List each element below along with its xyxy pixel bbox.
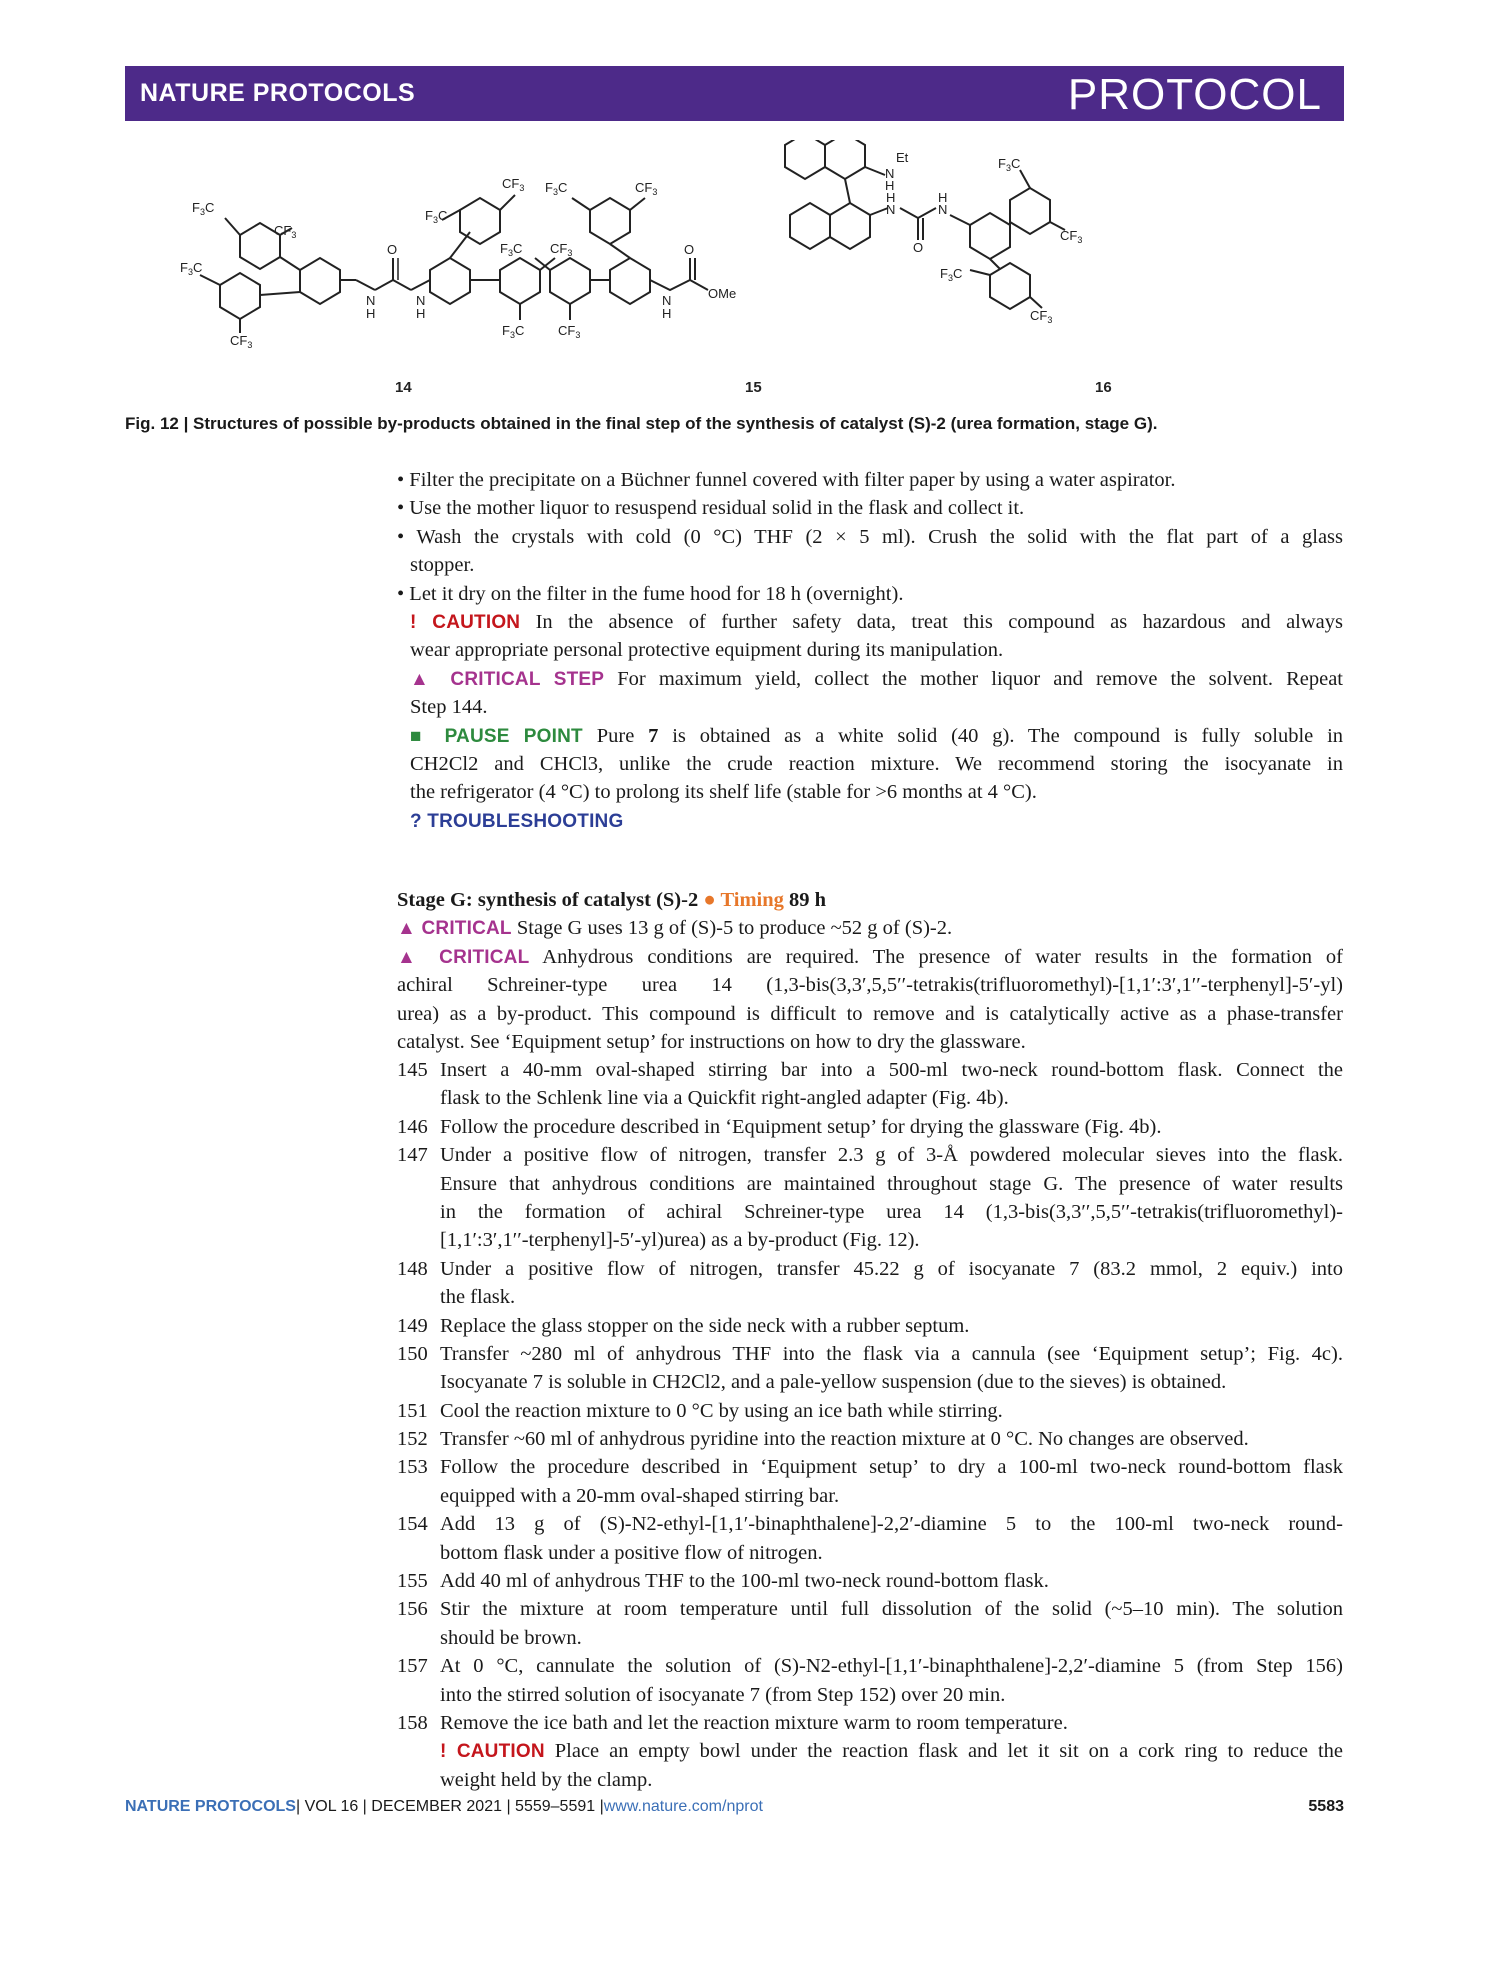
svg-text:H: H xyxy=(885,178,895,193)
step-continuation xyxy=(397,1539,1343,1567)
step-text: equipped with a 20-mm oval-shaped stirring bar. xyxy=(440,1484,840,1507)
svg-text:N: N xyxy=(885,166,895,181)
caution-text-line: wear appropriate personal protective equipment during its manipulation. xyxy=(410,639,1004,662)
stage-g-section xyxy=(397,886,1343,1056)
svg-text:N: N xyxy=(886,202,896,217)
svg-text:F3C: $F_3C$ xyxy=(940,266,963,283)
step-item xyxy=(397,1255,1343,1283)
step-continuation xyxy=(397,1170,1343,1198)
step-text: Transfer ~60 ml of anhydrous pyridine into the reaction mixture at 0 °C. No changes are observed. xyxy=(440,1428,1249,1451)
critical-step-text: For maximum yield, collect the mother liquor and remove the solvent. Repeat xyxy=(617,667,1343,690)
step-text: bottom flask under a positive flow of nitrogen. xyxy=(440,1541,823,1564)
step-number: 154 xyxy=(397,1513,428,1536)
step-item xyxy=(397,1056,1343,1084)
step-text: Replace the glass stopper on the side neck with a rubber septum. xyxy=(440,1314,970,1337)
step-number: 156 xyxy=(397,1598,428,1621)
step-text: Add 13 g of (S)-N2-ethyl-[1,1′-binaphthalene]-2,2′-diamine 5 to the 100-ml two-neck round- xyxy=(440,1513,1343,1536)
step-text: Isocyanate 7 is soluble in CH2Cl2, and a pale-yellow suspension (due to the sieves) is obtained. xyxy=(440,1371,1227,1394)
step-continuation xyxy=(397,1368,1343,1396)
chemical-structures-figure xyxy=(180,140,1320,405)
procedure-steps xyxy=(397,1056,1343,1794)
critical-text-line: urea) as a by-product. This compound is difficult to remove and is catalytically active as a phase-transfer xyxy=(397,1002,1343,1025)
compound-label-14: 14 xyxy=(395,379,412,396)
step-item xyxy=(397,1340,1343,1368)
critical-step-note xyxy=(397,665,1343,693)
caution-note xyxy=(397,608,1343,636)
step-text: Cool the reaction mixture to 0 °C by using an ice bath while stirring. xyxy=(440,1399,1003,1422)
step-continuation xyxy=(397,1283,1343,1311)
step-text: Stir the mixture at room temperature until full dissolution of the solid (~5–10 min). The solution xyxy=(440,1598,1343,1621)
svg-text:CF3: $CF_3$ xyxy=(502,176,525,193)
compound-14-structure xyxy=(200,195,555,333)
bullet-item: • Filter the precipitate on a Büchner funnel covered with filter paper by using a water aspirator. xyxy=(397,469,1176,491)
step-number: 145 xyxy=(397,1059,428,1081)
step-text: into the stirred solution of isocyanate 7 (from Step 152) over 20 min. xyxy=(440,1683,1006,1706)
troubleshooting-link[interactable] xyxy=(397,807,1343,835)
bullet-item: • Let it dry on the filter in the fume hood for 18 h (overnight). xyxy=(397,582,904,605)
step-text: Insert a 40-mm oval-shaped stirring bar into a 500-ml two-neck round-bottom flask. Connect the xyxy=(440,1059,1343,1081)
svg-text:CF3: $CF_3$ xyxy=(274,223,297,240)
svg-text:F3C: $F_3C$ xyxy=(545,180,568,197)
svg-text:O: O xyxy=(387,242,398,257)
step-number: 146 xyxy=(397,1115,428,1138)
pause-text-rest: is obtained as a white solid (40 g). The compound is fully soluble in xyxy=(672,724,1343,747)
step-number: 152 xyxy=(397,1428,428,1451)
svg-text:H: H xyxy=(938,190,948,205)
compound-ref: 7 xyxy=(648,724,659,747)
svg-text:OMe: OMe xyxy=(708,286,737,301)
svg-text:N: N xyxy=(366,293,376,308)
step-item xyxy=(397,1595,1343,1623)
step-text: Ensure that anhydrous conditions are maintained throughout stage G. The presence of water results xyxy=(440,1172,1343,1195)
svg-text:CF3: $CF_3$ xyxy=(550,241,573,258)
critical-note xyxy=(397,943,1343,971)
svg-text:CF3: $CF_3$ xyxy=(558,323,581,340)
structures-svg xyxy=(180,140,1320,405)
compound-label-16: 16 xyxy=(1095,379,1112,396)
step-number: 148 xyxy=(397,1257,428,1280)
step-item xyxy=(397,1709,1343,1737)
troubleshooting-tag[interactable]: ? TROUBLESHOOTING xyxy=(410,810,624,832)
step-continuation xyxy=(397,1198,1343,1226)
svg-text:H: H xyxy=(366,306,376,321)
svg-text:F3C: $F_3C$ xyxy=(500,241,523,258)
svg-text:F3C: $F_3C$ xyxy=(192,200,215,217)
step-continuation xyxy=(397,1226,1343,1254)
caution-note xyxy=(397,1737,1343,1765)
caution-tag: ! CAUTION xyxy=(410,611,521,633)
svg-text:Et: Et xyxy=(896,150,909,165)
step-text: Under a positive flow of nitrogen, transfer 45.22 g of isocyanate 7 (83.2 mmol, 2 equiv.) into xyxy=(440,1257,1343,1280)
critical-text-line: achiral Schreiner-type urea 14 (1,3-bis(3,3′,5,5′′-tetrakis(trifluoromethyl)-[1,1′:3′,1′′-terphenyl]-5′-yl) xyxy=(397,974,1343,997)
step-item xyxy=(397,1141,1343,1169)
page-number: 5583 xyxy=(1308,1798,1344,1815)
step-number: 157 xyxy=(397,1655,428,1678)
journal-name: NATURE PROTOCOLS xyxy=(140,79,416,107)
step-text: in the formation of achiral Schreiner-type urea 14 (1,3-bis(3,3′′,5,5′′-tetrakis(trifluoromethyl)- xyxy=(440,1200,1343,1223)
step-text: Add 40 ml of anhydrous THF to the 100-ml two-neck round-bottom flask. xyxy=(440,1570,1049,1593)
critical-step-tag: ▲ CRITICAL STEP xyxy=(410,668,605,690)
article-type: PROTOCOL xyxy=(1067,70,1322,119)
pause-point-tag: ■ PAUSE POINT xyxy=(410,725,583,747)
svg-text:F3C: $F_3C$ xyxy=(502,323,525,340)
svg-text:H: H xyxy=(886,190,896,205)
step-item xyxy=(397,1397,1343,1425)
caution-text: Place an empty bowl under the reaction flask and let it sit on a cork ring to reduce the xyxy=(554,1740,1343,1763)
step-continuation xyxy=(397,1681,1343,1709)
critical-text-line: catalyst. See ‘Equipment setup’ for instructions on how to dry the glassware. xyxy=(397,1030,1026,1053)
step-number: 149 xyxy=(397,1314,428,1337)
step-number: 153 xyxy=(397,1456,428,1479)
step-text: Follow the procedure described in ‘Equipment setup’ to dry a 100-ml two-neck round-bottom flask xyxy=(440,1456,1343,1479)
step-continuation xyxy=(397,1084,1343,1112)
figure-caption: Fig. 12 | Structures of possible by-products obtained in the final step of the synthesis of catalyst (S)-2 (urea formation, stage G). xyxy=(125,414,1158,433)
svg-text:CF3: $CF_3$ xyxy=(1060,228,1083,245)
critical-tag: ▲ CRITICAL xyxy=(397,918,512,940)
svg-text:H: H xyxy=(662,306,672,321)
svg-text:N: N xyxy=(416,293,426,308)
footer-url-link[interactable]: www.nature.com/nprot xyxy=(603,1798,763,1815)
step-number: 158 xyxy=(397,1711,428,1734)
step-text: Under a positive flow of nitrogen, transfer 2.3 g of 3-Å powdered molecular sieves into the flask. xyxy=(440,1144,1343,1167)
footer-journal: NATURE PROTOCOLS xyxy=(125,1798,296,1815)
bullet-item-continuation: stopper. xyxy=(410,554,475,577)
svg-text:O: O xyxy=(684,242,695,257)
step-item xyxy=(397,1113,1343,1141)
step-text: should be brown. xyxy=(440,1626,582,1649)
step-number: 151 xyxy=(397,1399,428,1422)
step-text: Follow the procedure described in ‘Equipment setup’ for drying the glassware (Fig. 4b). xyxy=(440,1115,1162,1138)
bullet-item: • Wash the crystals with cold (0 °C) THF (2 × 5 ml). Crush the solid with the flat part of a glass xyxy=(397,525,1343,548)
step-item xyxy=(397,1652,1343,1680)
svg-text:CF3: $CF_3$ xyxy=(635,180,658,197)
step-text: the flask. xyxy=(440,1286,516,1309)
bullet-item: • Use the mother liquor to resuspend residual solid in the flask and collect it. xyxy=(397,497,1025,520)
compound-label-15: 15 xyxy=(745,379,762,396)
step-item xyxy=(397,1425,1343,1453)
svg-text:F3C: $F_3C$ xyxy=(180,260,203,277)
svg-text:F3C: $F_3C$ xyxy=(998,156,1021,173)
svg-text:N: N xyxy=(662,293,672,308)
svg-text:O: O xyxy=(913,240,924,255)
compound-16-structure xyxy=(785,140,1065,309)
stage-heading xyxy=(397,886,1343,914)
step-item xyxy=(397,1312,1343,1340)
critical-text: Anhydrous conditions are required. The presence of water results in the formation of xyxy=(542,945,1343,968)
step-number: 147 xyxy=(397,1144,428,1167)
svg-text:CF3: $CF_3$ xyxy=(230,333,253,350)
step-number: 150 xyxy=(397,1342,428,1365)
step-text: At 0 °C, cannulate the solution of (S)-N2-ethyl-[1,1′-binaphthalene]-2,2′-diamine 5 (from Step 156) xyxy=(440,1655,1343,1678)
step-text: Transfer ~280 ml of anhydrous THF into the flask via a cannula (see ‘Equipment setup’; Fig. 4c). xyxy=(440,1342,1343,1365)
step-number: 155 xyxy=(397,1570,428,1593)
compound-15-structure xyxy=(535,198,708,320)
page-footer xyxy=(125,1798,1344,1816)
caution-text: In the absence of further safety data, treat this compound as hazardous and always xyxy=(535,610,1343,633)
caution-tag: ! CAUTION xyxy=(440,1741,545,1763)
step-continuation xyxy=(397,1482,1343,1510)
step-item xyxy=(397,1453,1343,1481)
timing-label: ● Timing xyxy=(703,889,784,911)
svg-text:H: H xyxy=(416,306,426,321)
step-text: flask to the Schlenk line via a Quickfit right-angled adapter (Fig. 4b). xyxy=(440,1087,1009,1110)
timing-value: 89 h xyxy=(789,889,827,911)
step-continuation xyxy=(397,1624,1343,1652)
step-text: Remove the ice bath and let the reaction mixture warm to room temperature. xyxy=(440,1711,1068,1734)
svg-text:F3C: $F_3C$ xyxy=(425,208,448,225)
compound-16-labels xyxy=(885,150,1082,325)
pause-point-note xyxy=(397,722,1343,750)
pause-text-start: Pure xyxy=(596,724,635,747)
pause-point-text-line: CH2Cl2 and CHCl3, unlike the crude reaction mixture. We recommend storing the isocyanate in xyxy=(410,752,1343,775)
svg-text:N: N xyxy=(938,202,948,217)
caution-text-line: weight held by the clamp. xyxy=(440,1768,653,1791)
washing-instructions xyxy=(397,466,1343,835)
critical-text: Stage G uses 13 g of (S)-5 to produce ~52 g of (S)-2. xyxy=(516,917,953,940)
footer-info: | VOL 16 | DECEMBER 2021 | 5559–5591 | xyxy=(295,1798,604,1815)
svg-text:CF3: $CF_3$ xyxy=(1030,308,1053,325)
critical-step-text-line: Step 144. xyxy=(410,696,488,719)
critical-note xyxy=(397,914,1343,942)
stage-title: Stage G: synthesis of catalyst (S)-2 xyxy=(397,889,699,911)
step-text: [1,1′:3′,1′′-terphenyl]-5′-yl)urea) as a by-product (Fig. 12). xyxy=(440,1229,920,1252)
journal-header-bar xyxy=(125,66,1344,121)
step-item xyxy=(397,1510,1343,1538)
critical-tag: ▲ CRITICAL xyxy=(397,946,530,968)
step-item xyxy=(397,1567,1343,1595)
pause-point-text-line: the refrigerator (4 °C) to prolong its shelf life (stable for >6 months at 4 °C). xyxy=(410,781,1037,804)
